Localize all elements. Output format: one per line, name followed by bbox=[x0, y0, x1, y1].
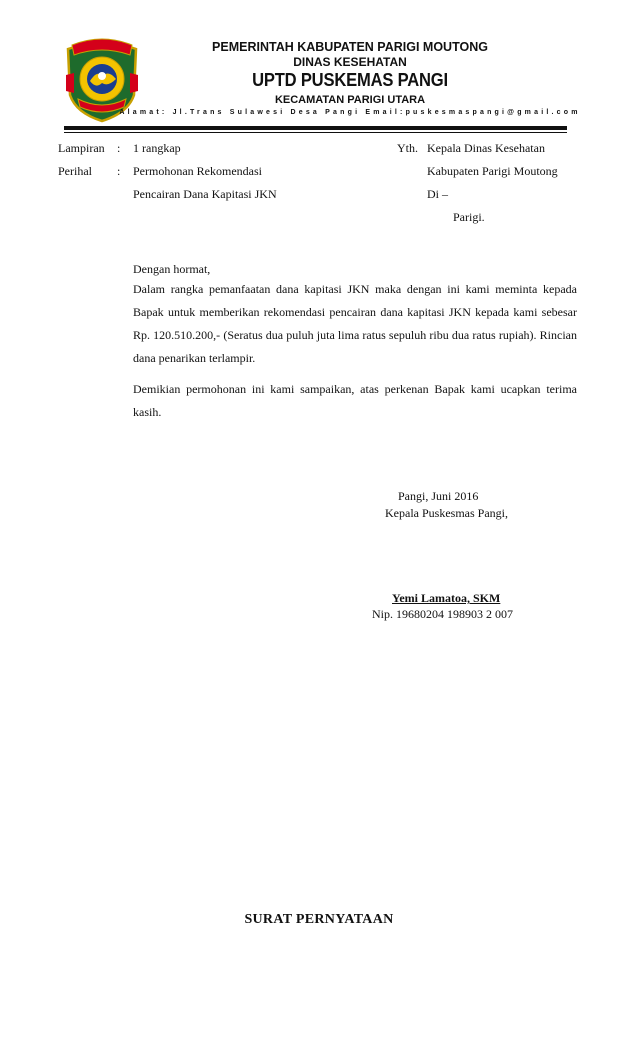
perihal-value-line2: Pencairan Dana Kapitasi JKN bbox=[133, 187, 277, 201]
signature-nip: Nip. 19680204 198903 2 007 bbox=[372, 607, 513, 621]
letterhead-address: Alamat: Jl.Trans Sulawesi Desa Pangi Email:puskesmaspangi@gmail.com bbox=[119, 109, 581, 116]
perihal-label: Perihal bbox=[58, 164, 92, 178]
statement-title: SURAT PERNYATAAN bbox=[244, 912, 394, 927]
letterhead-institution: UPTD PUSKEMAS PANGI bbox=[252, 70, 448, 90]
recipient-line2: Kabupaten Parigi Moutong bbox=[427, 164, 558, 178]
recipient-line4: Parigi. bbox=[453, 210, 485, 224]
signature-name: Yemi Lamatoa, SKM bbox=[392, 591, 501, 605]
signature-position: Kepala Puskesmas Pangi, bbox=[385, 506, 508, 520]
letterhead-department: DINAS KESEHATAN bbox=[293, 55, 407, 69]
signature-place-date: Pangi, Juni 2016 bbox=[398, 489, 479, 503]
body-paragraph-2: Demikian permohonan ini kami sampaikan, atas perkenan Bapak kami ucapkan terima kasih. bbox=[133, 382, 577, 419]
perihal-value-line1: Permohonan Rekomendasi bbox=[133, 164, 262, 178]
lampiran-label: Lampiran bbox=[58, 141, 105, 155]
lampiran-colon: : bbox=[117, 141, 121, 155]
letterhead-divider-thin bbox=[64, 132, 567, 133]
greeting: Dengan hormat, bbox=[133, 262, 211, 276]
perihal-colon: : bbox=[117, 164, 121, 178]
recipient-salutation: Yth. bbox=[397, 141, 418, 155]
recipient-line3: Di – bbox=[427, 187, 448, 201]
letterhead-divider-thick bbox=[64, 126, 567, 130]
recipient-line1: Kepala Dinas Kesehatan bbox=[427, 141, 545, 155]
body-paragraph-1: Dalam rangka pemanfaatan dana kapitasi JKN maka dengan ini kami meminta kepada Bapak untuk memberikan rekomendasi pencairan dana kapitasi JKN kepada kami sebesar Rp. 120.510.200,- (Seratus dua puluh juta lima ratus sepuluh ribu dua ratus rupiah). Rincian dana penarikan terlampir. bbox=[133, 282, 577, 365]
letterhead-district: KECAMATAN PARIGI UTARA bbox=[274, 94, 426, 106]
letterhead-government: PEMERINTAH KABUPATEN PARIGI MOUTONG bbox=[212, 40, 488, 54]
lampiran-value: 1 rangkap bbox=[133, 141, 181, 155]
